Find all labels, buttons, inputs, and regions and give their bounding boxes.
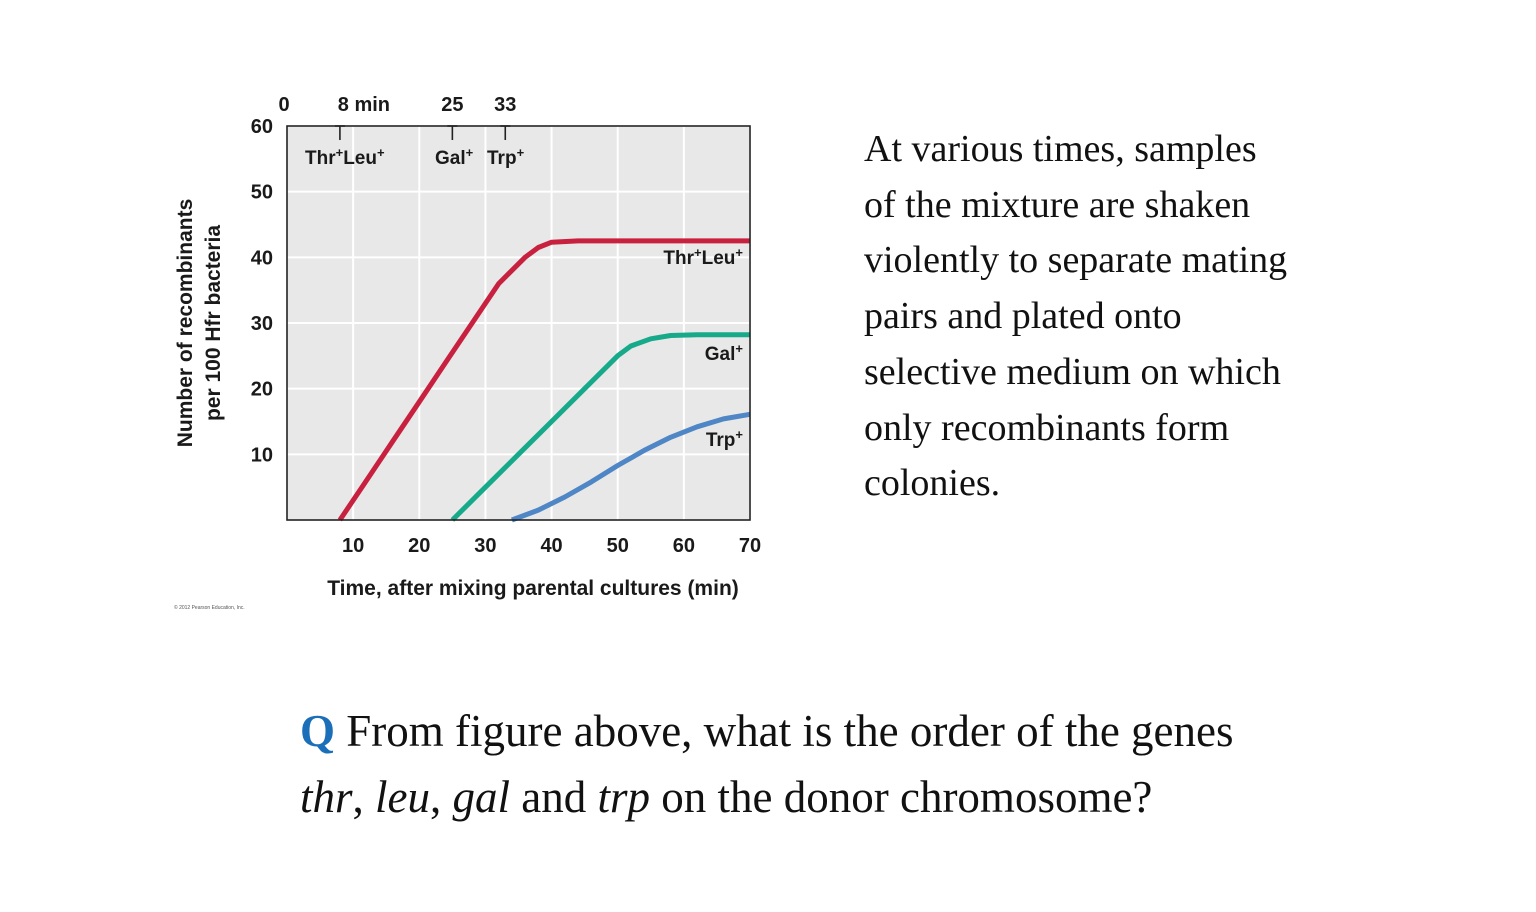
description-line: colonies. [864, 462, 1001, 505]
series-label-2: Trp+ [705, 427, 743, 451]
gene-gal: gal [452, 772, 511, 822]
question-block [300, 698, 1450, 830]
x-tick-label: 70 [738, 535, 762, 557]
description-line: only recombinants form [864, 406, 1230, 449]
description-line: of the mixture are shaken [864, 183, 1251, 226]
y-tick-label: 60 [250, 116, 273, 138]
description-text [864, 122, 1384, 512]
x-tick-label: 50 [606, 535, 629, 557]
question-line-2 [300, 764, 1450, 830]
entry-label-trp: Trp+ [487, 145, 525, 169]
x-tick-label: 40 [540, 535, 563, 557]
entry-label-gal: Gal+ [435, 145, 474, 169]
top-scale-label: 25 [441, 94, 464, 116]
copyright-note: © 2012 Pearson Education, Inc. [174, 605, 245, 611]
connector-text: and [510, 772, 598, 822]
description-line: selective medium on which [864, 350, 1281, 393]
top-scale-label: 0 [278, 94, 290, 116]
x-tick-label: 60 [672, 535, 695, 557]
x-tick-label: 20 [408, 535, 431, 557]
y-axis-title-line: Number of recombinants [174, 198, 197, 448]
x-tick-label: 10 [342, 535, 365, 557]
y-tick-label: 10 [250, 444, 273, 467]
top-scale-label: 33 [494, 94, 517, 116]
x-axis-title: Time, after mixing parental cultures (min) [327, 577, 739, 600]
entry-label-thr-leu: Thr+Leu+ [305, 145, 385, 169]
y-tick-label: 30 [250, 313, 273, 335]
question-line-1 [300, 698, 1450, 764]
question-ending: on the donor chromosome? [650, 772, 1153, 822]
separator: , [352, 772, 376, 822]
top-scale-label: 8 min [337, 94, 391, 116]
gene-trp: trp [597, 772, 651, 822]
y-axis-title-line: per 100 Hfr bacteria [202, 224, 225, 422]
description-line: pairs and plated onto [864, 295, 1182, 338]
series-label-1: Gal+ [704, 341, 743, 365]
gene-thr: thr [300, 772, 353, 822]
separator: , [430, 772, 453, 822]
question-text: From figure above, what is the order of the genes [346, 706, 1234, 756]
gene-leu: leu [375, 772, 430, 822]
y-tick-label: 20 [250, 378, 273, 401]
y-tick-label: 50 [250, 181, 273, 204]
question-marker: Q [300, 706, 336, 756]
series-label-0: Thr+Leu+ [663, 245, 743, 269]
x-tick-label: 30 [474, 535, 497, 557]
description-line: violently to separate mating [864, 239, 1288, 282]
y-tick-label: 40 [250, 247, 273, 270]
description-line: At various times, samples [864, 128, 1257, 170]
